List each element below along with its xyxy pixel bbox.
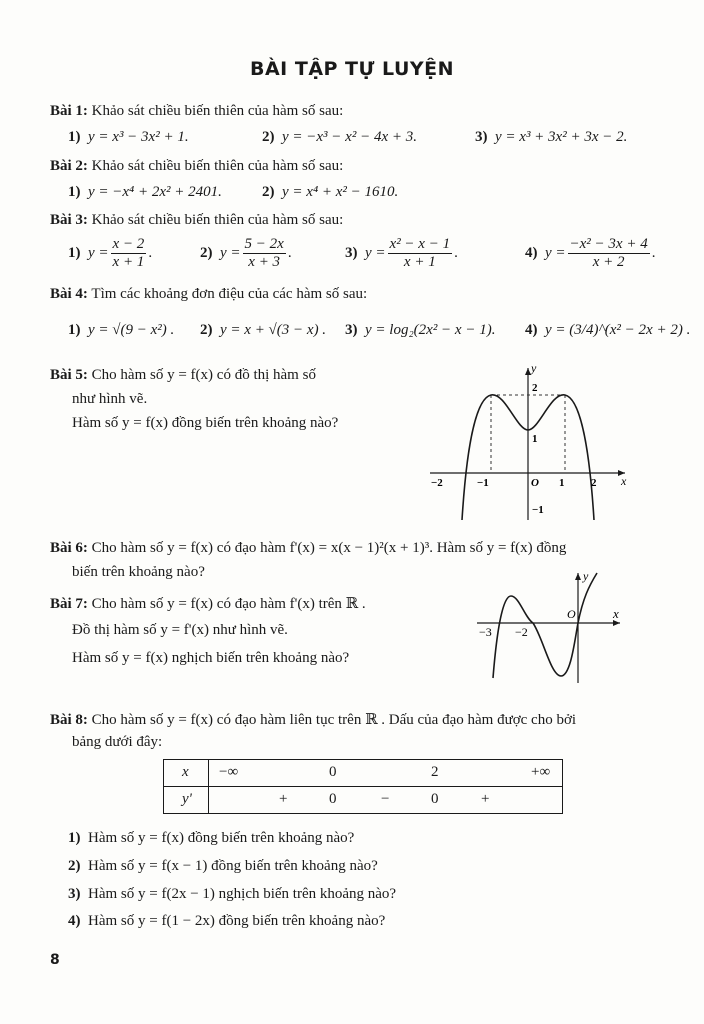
exercise-1-item-3: 3) y = x³ + 3x² + 3x − 2. <box>475 129 628 145</box>
x-axis-label: x <box>621 474 627 488</box>
exercise-8-question-4: 4) Hàm số y = f(1 − 2x) đồng biến trên khoảng nào? <box>68 913 386 929</box>
y-axis-arrow-icon <box>575 573 581 580</box>
tick-label: −1 <box>532 504 544 516</box>
tick-label: −2 <box>515 625 528 639</box>
exercise-6-line-2: biến trên khoảng nào? <box>72 564 205 580</box>
table-cell: x <box>164 760 209 787</box>
exercise-1-item-2: 2) y = −x³ − x² − 4x + 3. <box>262 129 417 145</box>
table-cell: y' <box>164 787 209 814</box>
exercise-label: Bài 1: <box>50 103 88 119</box>
y-axis-label: y <box>531 361 537 375</box>
exercise-8-question-2: 2) Hàm số y = f(x − 1) đồng biến trên khoảng nào? <box>68 858 378 874</box>
exercise-3-item-4: 4) y = $\frac{\text{−x² − 3x + 4}}{x + 2}$ . <box>525 236 656 271</box>
sign-table <box>163 759 563 814</box>
exercise-8-question-1: 1) Hàm số y = f(x) đồng biến trên khoảng nào? <box>68 830 355 846</box>
table-row <box>164 760 563 787</box>
exercise-3-item-2: 2) y = $\frac{5 - 2x}{x + 3}$ . <box>200 236 292 271</box>
tick-label: 2 <box>591 477 597 489</box>
origin-label: O <box>567 607 576 621</box>
origin-label: O <box>531 477 539 489</box>
exercise-3-item-3: 3) y = $\frac{\text{x² − x − 1}}{x + 1}$ . <box>345 236 458 271</box>
table-cell: −∞ 0 2 +∞ <box>209 760 563 787</box>
tick-label: 1 <box>559 477 565 489</box>
exercise-5-line-1: Bài 5: Cho hàm số y = f(x) có đồ thị hàm số <box>50 367 316 383</box>
exercise-1-heading <box>50 103 343 120</box>
derivative-curve <box>493 573 597 678</box>
exercise-1-item-1: 1) y = x³ − 3x² + 1. <box>68 129 189 145</box>
exercise-5-line-3: Hàm số y = f(x) đồng biến trên khoảng nào? <box>72 415 339 431</box>
exercise-5-graph <box>425 360 630 525</box>
tick-label: −2 <box>431 477 443 489</box>
exercise-6-line-1: Bài 6: Cho hàm số y = f(x) có đạo hàm f'(x) = x(x − 1)²(x + 1)³. Hàm số y = f(x) đồng <box>50 540 567 556</box>
exercise-3-heading: Bài 3: Khảo sát chiều biến thiên của hàm số sau: <box>50 212 344 228</box>
exercise-7-line-1: Bài 7: Cho hàm số y = f(x) có đạo hàm f'(x) trên ℝ . <box>50 596 366 612</box>
exercise-5-line-2: như hình vẽ. <box>72 391 148 407</box>
exercise-2-item-2: 2) y = x⁴ + x² − 1610. <box>262 184 399 200</box>
exercise-4-item-4: 4) y = (3/4)^(x² − 2x + 2) . <box>525 322 691 338</box>
tick-label: 1 <box>532 433 538 445</box>
exercise-text: Khảo sát chiều biến thiên của hàm số sau: <box>91 103 344 119</box>
table-row <box>164 787 563 814</box>
exercise-3-item-1: 1) y = $\frac{x - 2}{x + 1}$ . <box>68 236 153 271</box>
exercise-8-line-2: bảng dưới đây: <box>72 734 163 750</box>
exercise-4-item-1: 1) y = √(9 − x²) . <box>68 322 175 338</box>
exercise-2-item-1: 1) y = −x⁴ + 2x² + 2401. <box>68 184 222 200</box>
tick-label: −3 <box>479 625 492 639</box>
tick-label: 2 <box>532 382 538 394</box>
page-number: 8 <box>50 952 60 968</box>
tick-label: −1 <box>477 477 489 489</box>
exercise-4-item-2: 2) y = x + √(3 − x) . <box>200 322 327 338</box>
table-cell: + 0 − 0 + <box>209 787 563 814</box>
exercise-2-heading: Bài 2: Khảo sát chiều biến thiên của hàm số sau: <box>50 158 344 174</box>
y-axis-label: y <box>583 569 589 583</box>
exercise-8-line-1: Bài 8: Cho hàm số y = f(x) có đạo hàm liên tục trên ℝ . Dấu của đạo hàm được cho bởi <box>50 712 577 728</box>
exercise-7-line-3: Hàm số y = f(x) nghịch biến trên khoảng nào? <box>72 650 350 666</box>
page-title: BÀI TẬP TỰ LUYỆN <box>249 58 455 80</box>
exercise-4-item-3: 3) y = log₂(2x² − x − 1). <box>345 322 496 338</box>
exercise-7-graph <box>475 568 625 688</box>
exercise-4-heading: Bài 4: Tìm các khoảng đơn điệu của các hàm số sau: <box>50 286 368 302</box>
exercise-7-line-2: Đồ thị hàm số y = f'(x) như hình vẽ. <box>72 622 288 638</box>
x-axis-label: x <box>613 606 619 621</box>
exercise-8-question-3: 3) Hàm số y = f(2x − 1) nghịch biến trên khoảng nào? <box>68 886 397 902</box>
